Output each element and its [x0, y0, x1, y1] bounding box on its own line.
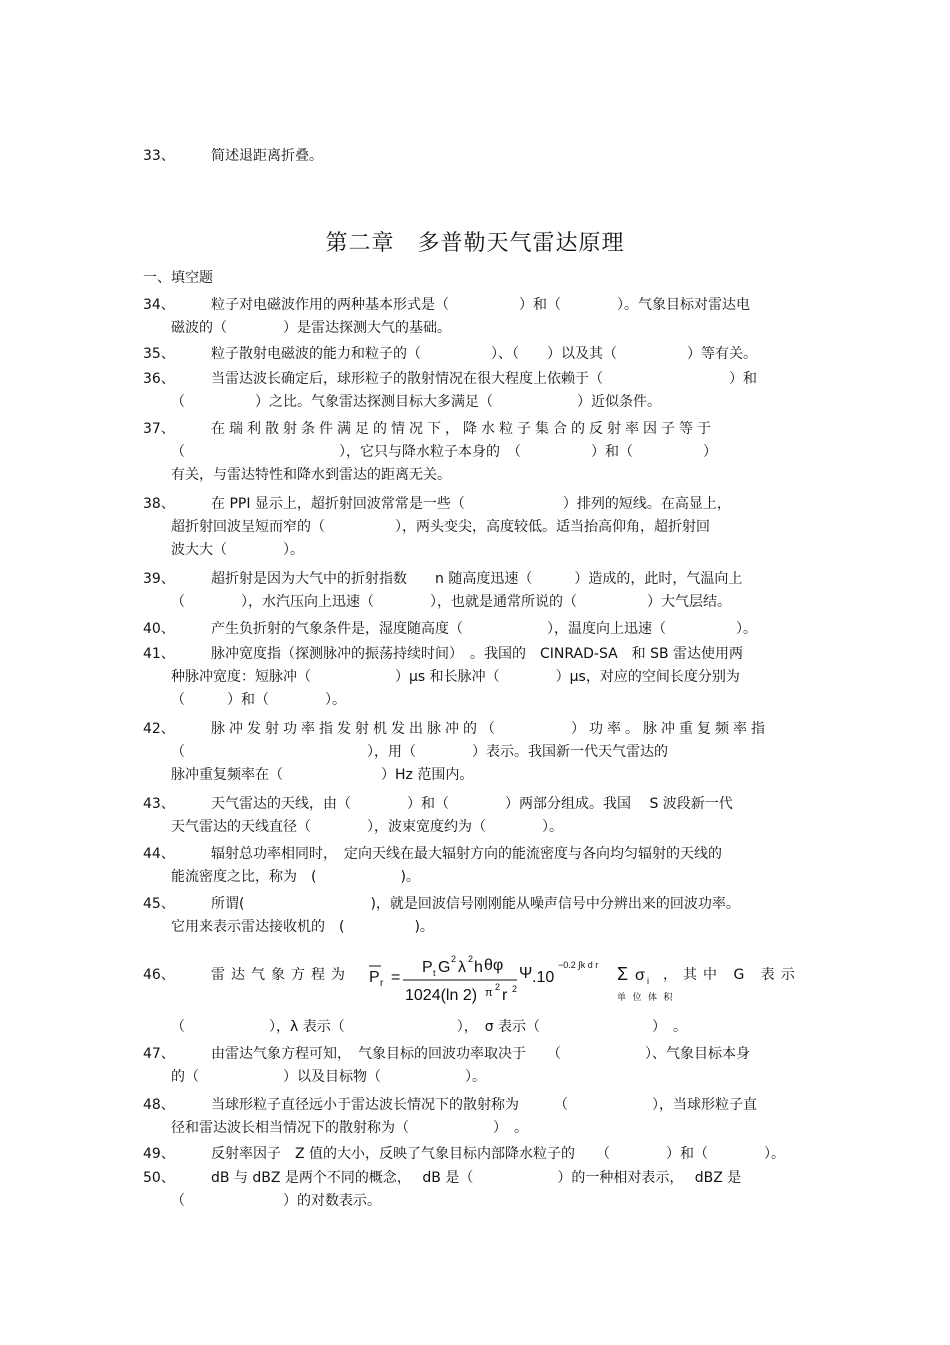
- question-line: 辐射总功率相同时， 定向天线在最大辐射方向的能流密度与各向均匀辐射的天线的: [211, 846, 722, 862]
- formula-ten: .10: [532, 969, 555, 986]
- formula-sup: 2: [512, 984, 518, 994]
- question-line: 天气雷达的天线，由（ ）和（ ）两部分组成。我国 S 波段新一代: [211, 796, 733, 812]
- question-37: [143, 418, 808, 487]
- formula-exponent: −0.2 ∫k d r: [558, 960, 599, 970]
- formula-sup: 2: [495, 982, 501, 992]
- question-number: 48、: [143, 1097, 175, 1113]
- question-line: 当球形粒子直径远小于雷达波长情况下的散射称为 （ ），当球形粒子直: [211, 1097, 757, 1113]
- formula-sum: Σ: [617, 964, 629, 984]
- question-number: 37、: [143, 421, 175, 437]
- radar-equation-formula: [367, 948, 675, 1008]
- question-line: 超折射是因为大气中的折射指数 n 随高度迅速（ ）造成的，此时，气温向上: [211, 571, 743, 587]
- question-line: 脉冲重复频率在（ ）Hz 范围内。: [171, 767, 474, 783]
- question-number: 46、: [143, 967, 175, 983]
- question-number: 44、: [143, 846, 175, 862]
- formula-sup: 2: [468, 954, 474, 964]
- question-line: （ ），λ 表示（ ）， σ 表示（ ） 。: [171, 1019, 688, 1035]
- formula-denominator: 1024(ln 2): [405, 987, 478, 1004]
- question-46-line2: [143, 1016, 808, 1039]
- question-number: 34、: [143, 297, 175, 313]
- question-line: 超折射回波呈短而窄的（ ），两头变尖，高度较低。适当抬高仰角，超折射回: [171, 519, 710, 535]
- question-number: 43、: [143, 796, 175, 812]
- question-number: 36、: [143, 371, 175, 387]
- question-line: 有关，与雷达特性和降水到雷达的距离无关。: [171, 467, 451, 483]
- question-38: [143, 493, 808, 562]
- question-line: 产生负折射的气象条件是，湿度随高度（ ），温度向上迅速（ ）。: [211, 621, 757, 637]
- question-line: 径和雷达波长相当情况下的散射称为（ ） 。: [171, 1120, 528, 1136]
- formula-eq: =: [391, 969, 401, 986]
- question-36: [143, 368, 808, 414]
- question-line: 能流密度之比，称为 ( )。: [171, 869, 420, 885]
- formula-numerator-p: P: [422, 959, 433, 976]
- question-line: 种脉冲宽度：短脉冲（ ）μs 和长脉冲（ ）μs，对应的空间长度分别为: [171, 669, 740, 685]
- question-line: 所谓( )，就是回波信号刚刚能从噪声信号中分辨出来的回波功率。: [211, 896, 740, 912]
- question-line: 天气雷达的天线直径（ ），波束宽度约为（ ）。: [171, 819, 563, 835]
- question-text: ，其中 G 表示: [663, 967, 801, 983]
- formula-r: r: [502, 987, 508, 1004]
- question-line: （ ）的对数表示。: [171, 1193, 381, 1209]
- question-number: 49、: [143, 1146, 175, 1162]
- question-47: [143, 1043, 808, 1089]
- question-line: 磁波的（ ）是雷达探测大气的基础。: [171, 320, 451, 336]
- formula-numerator-g: G: [438, 959, 451, 976]
- question-35: [143, 343, 808, 366]
- question-line: 的（ ）以及目标物（ ）。: [171, 1069, 486, 1085]
- question-text: 简述退距离折叠。: [211, 148, 323, 164]
- formula-h: h: [474, 959, 483, 976]
- question-number: 41、: [143, 646, 175, 662]
- formula-pi: π: [485, 987, 493, 999]
- question-number: 47、: [143, 1046, 175, 1062]
- question-45: [143, 893, 808, 939]
- formula-theta-phi: θφ: [484, 957, 504, 974]
- question-number: 45、: [143, 896, 175, 912]
- question-number: 40、: [143, 621, 175, 637]
- question-line: （ ），水汽压向上迅速（ ），也就是通常所说的（ ）大气层结。: [171, 594, 731, 610]
- question-line: 当雷达波长确定后，球形粒子的散射情况在很大程度上依赖于（ ）和: [211, 371, 757, 387]
- question-line: （ ）之比。气象雷达探测目标大多满足（ ）近似条件。: [171, 394, 661, 410]
- section-heading: 一、填空题: [143, 270, 213, 286]
- formula-psi: Ψ: [519, 965, 533, 982]
- formula-sup: 2: [451, 954, 457, 964]
- question-line: 脉冲发射功率指发射机发出脉冲的（ ）功率。脉冲重复频率指: [211, 721, 769, 737]
- question-line: 波大大（ ）。: [171, 542, 304, 558]
- question-41: [143, 643, 808, 712]
- question-line: （ ）和（ ）。: [171, 692, 346, 708]
- question-line: （ ），它只与降水粒子本身的 （ ）和（ ）: [171, 444, 717, 460]
- question-number: 39、: [143, 571, 175, 587]
- question-text: 雷达气象方程为: [211, 967, 351, 983]
- question-43: [143, 793, 808, 839]
- question-line: 粒子散射电磁波的能力和粒子的（ ）、（ ）以及其（ ）等有关。: [211, 346, 757, 362]
- question-50: [143, 1167, 808, 1213]
- formula-lhs-sub: r: [380, 978, 384, 989]
- question-49: [143, 1143, 808, 1166]
- question-line: 在瑞利散射条件满足的情况下，降水粒子集合的反射率因子等于: [211, 421, 715, 437]
- question-39: [143, 568, 808, 614]
- question-46: [143, 948, 813, 1008]
- formula-lhs: P: [369, 969, 380, 986]
- question-line: 它用来表示雷达接收机的 ( )。: [171, 919, 434, 935]
- question-34: [143, 294, 808, 340]
- question-line: 脉冲宽度指（探测脉冲的振荡持续时间） 。我国的 CINRAD-SA 和 SB 雷达使用两: [211, 646, 744, 662]
- question-48: [143, 1094, 808, 1140]
- question-33: [143, 145, 808, 168]
- question-44: [143, 843, 808, 889]
- question-line: 在 PPI 显示上，超折射回波常常是一些（ ）排列的短线。在高显上，: [211, 496, 731, 512]
- formula-sigma: σ: [635, 967, 645, 984]
- formula-numerator-sub: t: [433, 968, 436, 978]
- question-number: 42、: [143, 721, 175, 737]
- chapter-title: 第二章 多普勒天气雷达原理: [325, 231, 625, 256]
- formula-sum-under: 单 位 体 积: [617, 992, 675, 1002]
- question-number: 50、: [143, 1170, 175, 1186]
- formula-sigma-sub: i: [647, 976, 649, 986]
- question-line: dB 与 dBZ 是两个不同的概念， dB 是（ ）的一种相对表示， dBZ 是: [211, 1170, 742, 1186]
- question-line: 由雷达气象方程可知， 气象目标的回波功率取决于 （ ）、气象目标本身: [211, 1046, 750, 1062]
- question-number: 33、: [143, 148, 175, 164]
- question-line: （ ），用（ ）表示。我国新一代天气雷达的: [171, 744, 668, 760]
- question-line: 粒子对电磁波作用的两种基本形式是（ ）和（ ）。气象目标对雷达电: [211, 297, 750, 313]
- question-40: [143, 618, 808, 641]
- question-line: 反射率因子 Z 值的大小，反映了气象目标内部降水粒子的 （ ）和（ ）。: [211, 1146, 786, 1162]
- question-number: 35、: [143, 346, 175, 362]
- question-42: [143, 718, 808, 787]
- formula-lambda: λ: [458, 959, 466, 976]
- question-number: 38、: [143, 496, 175, 512]
